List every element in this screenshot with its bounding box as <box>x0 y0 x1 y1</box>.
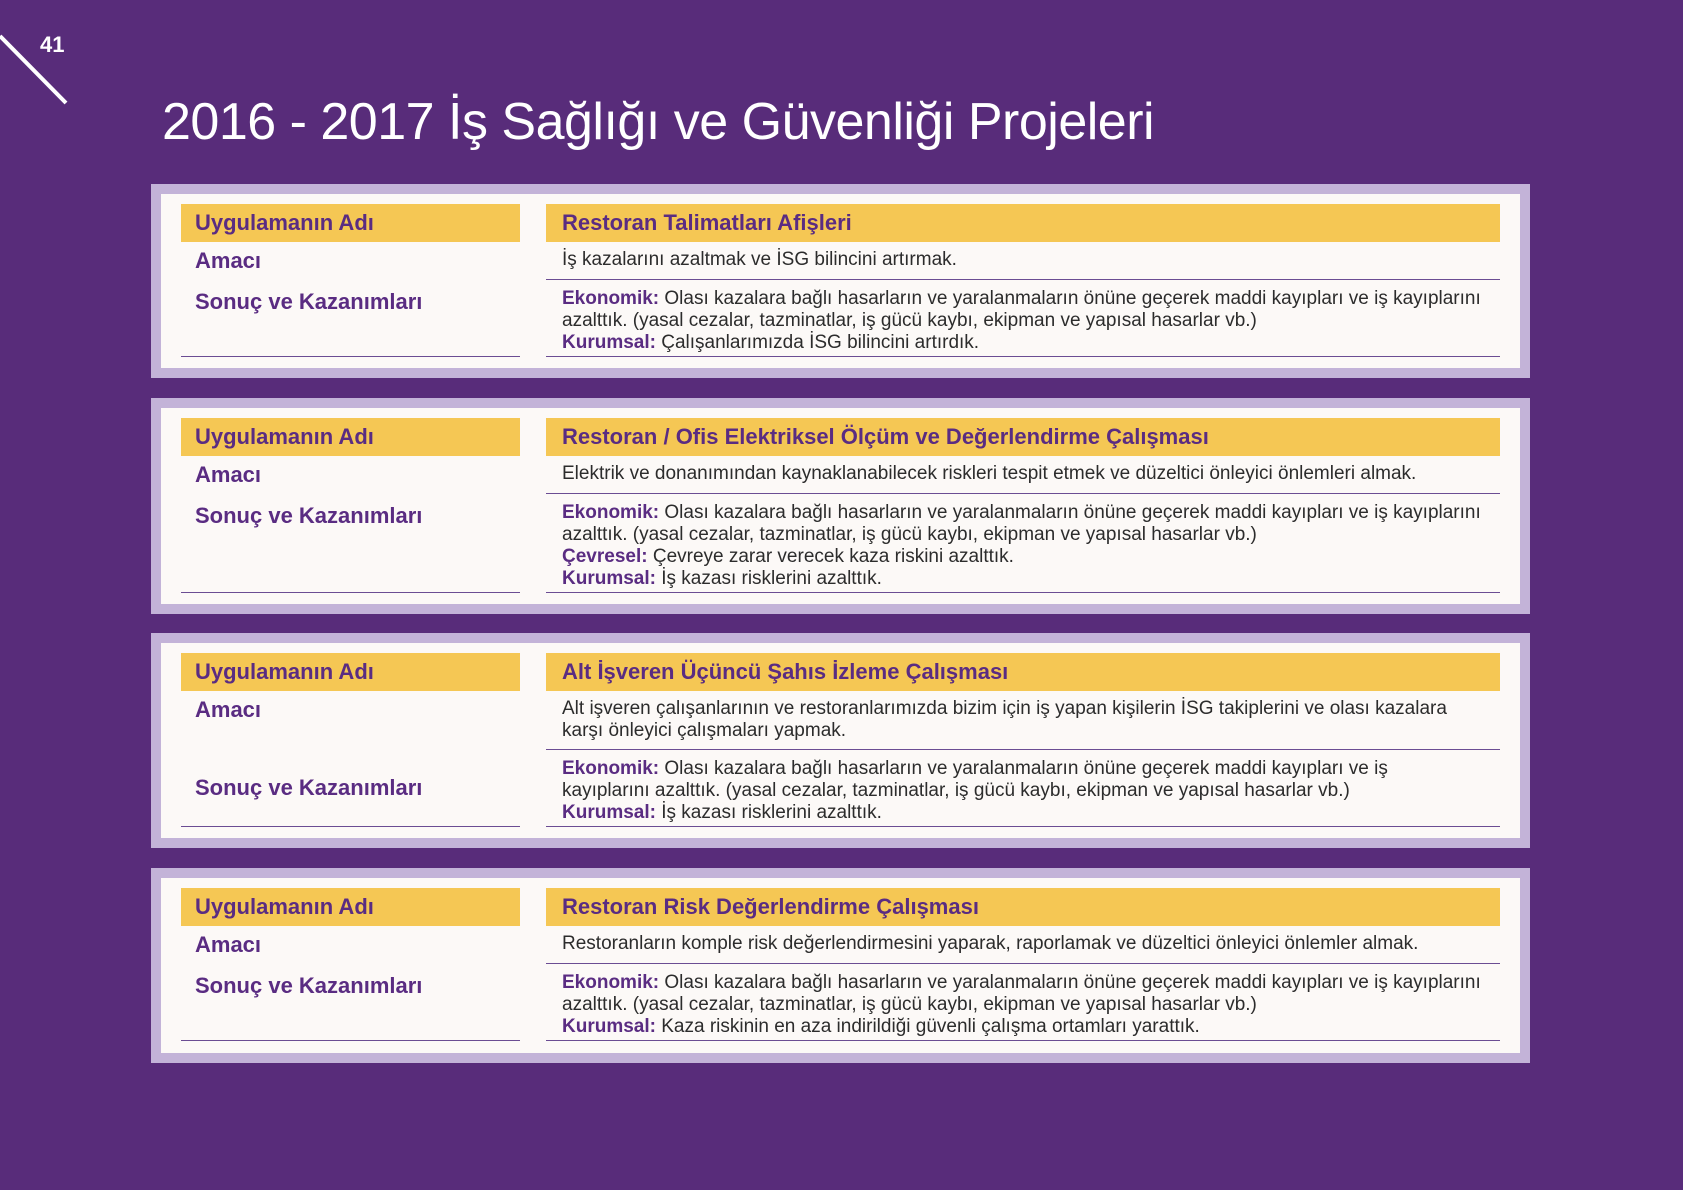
project-name: Restoran Talimatları Afişleri <box>546 204 1500 242</box>
result-text: Olası kazalara bağlı hasarların ve yaralanmaların önüne geçerek maddi kayıpları ve iş kayıplarını azalttık. (yasal cezalar, tazminatlar, iş gücü kaybı, ekipman ve yapısal hasarlar vb.) <box>562 288 1481 331</box>
page-number: 41 <box>40 32 65 57</box>
project-purpose-row <box>181 691 1500 750</box>
result-label: Ekonomik: <box>562 288 660 309</box>
project-results <box>546 280 1500 357</box>
project-name: Alt İşveren Üçüncü Şahıs İzleme Çalışması <box>546 653 1500 691</box>
name-label: Uygulamanın Adı <box>181 418 520 456</box>
results-label: Sonuç ve Kazanımları <box>181 750 520 827</box>
result-label: Çevresel: <box>562 546 648 567</box>
result-text: Olası kazalara bağlı hasarların ve yaralanmaların önüne geçerek maddi kayıpları ve iş kayıplarını azalttık. (yasal cezalar, tazminatlar, iş gücü kaybı, ekipman ve yapısal hasarlar vb.) <box>562 972 1481 1015</box>
project-name: Restoran Risk Değerlendirme Çalışması <box>546 888 1500 926</box>
result-item <box>562 802 1410 824</box>
result-item <box>562 502 1494 546</box>
result-text: Olası kazalara bağlı hasarların ve yaralanmaların önüne geçerek maddi kayıpları ve iş kayıplarını azalttık. (yasal cezalar, tazminatlar, iş gücü kaybı, ekipman ve yapısal hasarlar vb.) <box>562 758 1388 801</box>
result-label: Ekonomik: <box>562 972 660 993</box>
name-label: Uygulamanın Adı <box>181 653 520 691</box>
project-results-row <box>181 750 1500 827</box>
project-results <box>546 750 1500 827</box>
purpose-label: Amacı <box>195 248 262 273</box>
project-purpose-row <box>181 926 1500 964</box>
project-name: Restoran / Ofis Elektriksel Ölçüm ve Değerlendirme Çalışması <box>546 418 1500 456</box>
result-label: Kurumsal: <box>562 1016 656 1037</box>
name-label: Uygulamanın Adı <box>181 204 520 242</box>
result-text: Olası kazalara bağlı hasarların ve yaralanmaların önüne geçerek maddi kayıpları ve iş kayıplarını azalttık. (yasal cezalar, tazminatlar, iş gücü kaybı, ekipman ve yapısal hasarlar vb.) <box>562 502 1481 545</box>
results-label: Sonuç ve Kazanımları <box>181 494 520 593</box>
result-text: İş kazası risklerini azalttık. <box>655 802 882 823</box>
result-label: Kurumsal: <box>562 568 656 589</box>
project-name-row <box>181 653 1500 691</box>
result-item <box>562 332 1494 354</box>
result-text: Kaza riskinin en aza indirildiği güvenli çalışma ortamları yarattık. <box>655 1016 1200 1037</box>
project-purpose: Elektrik ve donanımından kaynaklanabilecek riskleri tespit etmek ve düzeltici önleyici önlemleri almak. <box>546 456 1500 494</box>
result-text: Çalışanlarımızda İSG bilincini artırdık. <box>655 332 980 353</box>
project-purpose: Alt işveren çalışanlarının ve restoranlarımızda bizim için iş yapan kişilerin İSG takiplerini ve olası kazalara karşı önleyici çalışmaları yapmak. <box>546 691 1500 750</box>
result-text: İş kazası risklerini azalttık. <box>655 568 882 589</box>
purpose-label: Amacı <box>195 932 262 957</box>
project-results-row <box>181 494 1500 593</box>
purpose-label: Amacı <box>195 697 262 722</box>
result-item <box>562 972 1494 1016</box>
result-label: Kurumsal: <box>562 802 656 823</box>
purpose-label: Amacı <box>195 462 262 487</box>
result-item <box>562 546 1494 568</box>
project-card-4 <box>151 868 1530 1063</box>
project-card-3 <box>151 633 1530 848</box>
project-name-row <box>181 888 1500 926</box>
project-name-row <box>181 204 1500 242</box>
project-card-2 <box>151 398 1530 614</box>
result-item <box>562 758 1410 802</box>
project-results-row <box>181 280 1500 357</box>
project-card-1 <box>151 184 1530 378</box>
results-label: Sonuç ve Kazanımları <box>181 280 520 357</box>
result-text: Çevreye zarar verecek kaza riskini azalttık. <box>647 546 1014 567</box>
result-label: Ekonomik: <box>562 502 660 523</box>
page-title: 2016 - 2017 İş Sağlığı ve Güvenliği Projeleri <box>162 93 1155 151</box>
project-purpose: İş kazalarını azaltmak ve İSG bilincini artırmak. <box>546 242 1500 280</box>
project-purpose: Restoranların komple risk değerlendirmesini yaparak, raporlamak ve düzeltici önleyici önlemler almak. <box>546 926 1500 964</box>
results-label: Sonuç ve Kazanımları <box>181 964 520 1041</box>
project-purpose-row <box>181 242 1500 280</box>
project-name-row <box>181 418 1500 456</box>
project-results <box>546 494 1500 593</box>
result-label: Kurumsal: <box>562 332 656 353</box>
result-item <box>562 568 1494 590</box>
project-purpose-row <box>181 456 1500 494</box>
result-label: Ekonomik: <box>562 758 660 779</box>
project-results-row <box>181 964 1500 1041</box>
project-results <box>546 964 1500 1041</box>
result-item <box>562 288 1494 332</box>
name-label: Uygulamanın Adı <box>181 888 520 926</box>
result-item <box>562 1016 1494 1038</box>
